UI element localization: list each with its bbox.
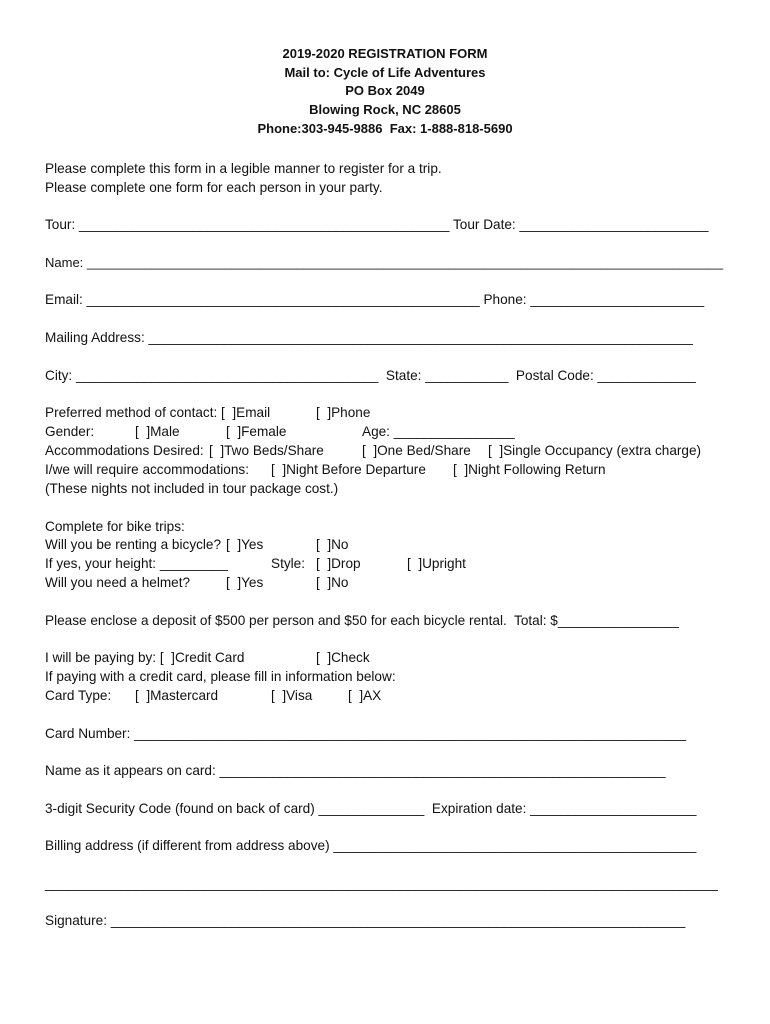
bike-trips-heading: Complete for bike trips: — [45, 519, 185, 534]
accom-single-option[interactable]: [ ]Single Occupancy (extra charge) — [488, 443, 702, 458]
gender-label: Gender: — [45, 424, 95, 439]
night-after-option[interactable]: [ ]Night Following Return — [453, 462, 606, 477]
intro-line-1: Please complete this form in a legible manner to register for a trip. — [45, 161, 442, 176]
phone-fax-line: Phone:303-945-9886 Fax: 1-888-818-5690 — [257, 120, 513, 136]
credit-card-note: If paying with a credit card, please fill in information below: — [45, 669, 396, 684]
helmet-yes-option[interactable]: [ ]Yes — [226, 575, 264, 590]
renting-yes-option[interactable]: [ ]Yes — [226, 537, 264, 552]
card-type-label: Card Type: — [45, 688, 112, 703]
card-visa-option[interactable]: [ ]Visa — [271, 688, 313, 703]
pay-check-option[interactable]: [ ]Check — [316, 650, 370, 665]
style-upright-option[interactable]: [ ]Upright — [407, 556, 466, 571]
mailing-address-field[interactable]: Mailing Address: ________________________________________________________________________ — [45, 330, 693, 345]
billing-address-extra-line[interactable]: _________________________________________________________________________________________ — [45, 876, 718, 891]
age-field[interactable]: Age: ________________ — [362, 424, 515, 439]
renting-bicycle-label: Will you be renting a bicycle? — [45, 537, 222, 552]
pay-credit-card-option[interactable]: I will be paying by: [ ]Credit Card — [45, 650, 245, 665]
gender-female-option[interactable]: [ ]Female — [226, 424, 287, 439]
helmet-label: Will you need a helmet? — [45, 575, 191, 590]
style-label: Style: — [271, 556, 305, 571]
security-expiration-field[interactable]: 3-digit Security Code (found on back of card) ______________ Expiration date: ______________________ — [45, 801, 697, 816]
name-field[interactable]: Name: ________________________________________________________________________________________ — [45, 255, 724, 270]
billing-address-field[interactable]: Billing address (if different from address above) ________________________________________________ — [45, 838, 697, 853]
style-drop-option[interactable]: [ ]Drop — [316, 556, 361, 571]
height-field[interactable]: If yes, your height: _________ — [45, 556, 228, 571]
deposit-total-field[interactable]: Please enclose a deposit of $500 per person and $50 for each bicycle rental. Total: $________________ — [45, 613, 679, 628]
form-header — [0, 45, 770, 139]
city-field[interactable]: City: ________________________________________ State: ___________ Postal Code: _____________ — [45, 368, 696, 383]
require-accommodations-label: I/we will require accommodations: — [45, 462, 249, 477]
tour-field[interactable]: Tour: _________________________________________________ Tour Date: _________________________ — [45, 217, 709, 232]
accom-two-beds-option[interactable]: [ ]Two Beds/Share — [209, 443, 324, 458]
contact-phone-option[interactable]: [ ]Phone — [316, 405, 371, 420]
contact-email-option[interactable]: Preferred method of contact: [ ]Email — [45, 405, 271, 420]
accommodations-label: Accommodations Desired: — [45, 443, 204, 458]
gender-male-option[interactable]: [ ]Male — [135, 424, 180, 439]
renting-no-option[interactable]: [ ]No — [316, 537, 349, 552]
card-number-field[interactable]: Card Number: _________________________________________________________________________ — [45, 726, 687, 741]
mail-to-line: Mail to: Cycle of Life Adventures — [284, 64, 486, 80]
intro-line-2: Please complete one form for each person in your party. — [45, 180, 383, 195]
card-ax-option[interactable]: [ ]AX — [348, 688, 382, 703]
po-box-line: PO Box 2049 — [345, 83, 425, 99]
card-mastercard-option[interactable]: [ ]Mastercard — [135, 688, 219, 703]
helmet-no-option[interactable]: [ ]No — [316, 575, 349, 590]
nights-not-included-note: (These nights not included in tour package cost.) — [45, 481, 339, 496]
email-field[interactable]: Email: ____________________________________________________ Phone: _______________________ — [45, 292, 705, 307]
accom-one-bed-option[interactable]: [ ]One Bed/Share — [362, 443, 471, 458]
form-title: 2019-2020 REGISTRATION FORM — [282, 46, 488, 61]
name-on-card-field[interactable]: Name as it appears on card: ___________________________________________________________ — [45, 763, 666, 778]
signature-field[interactable]: Signature: ____________________________________________________________________________ — [45, 913, 686, 928]
night-before-option[interactable]: [ ]Night Before Departure — [271, 462, 426, 477]
city-state-line: Blowing Rock, NC 28605 — [309, 102, 461, 118]
